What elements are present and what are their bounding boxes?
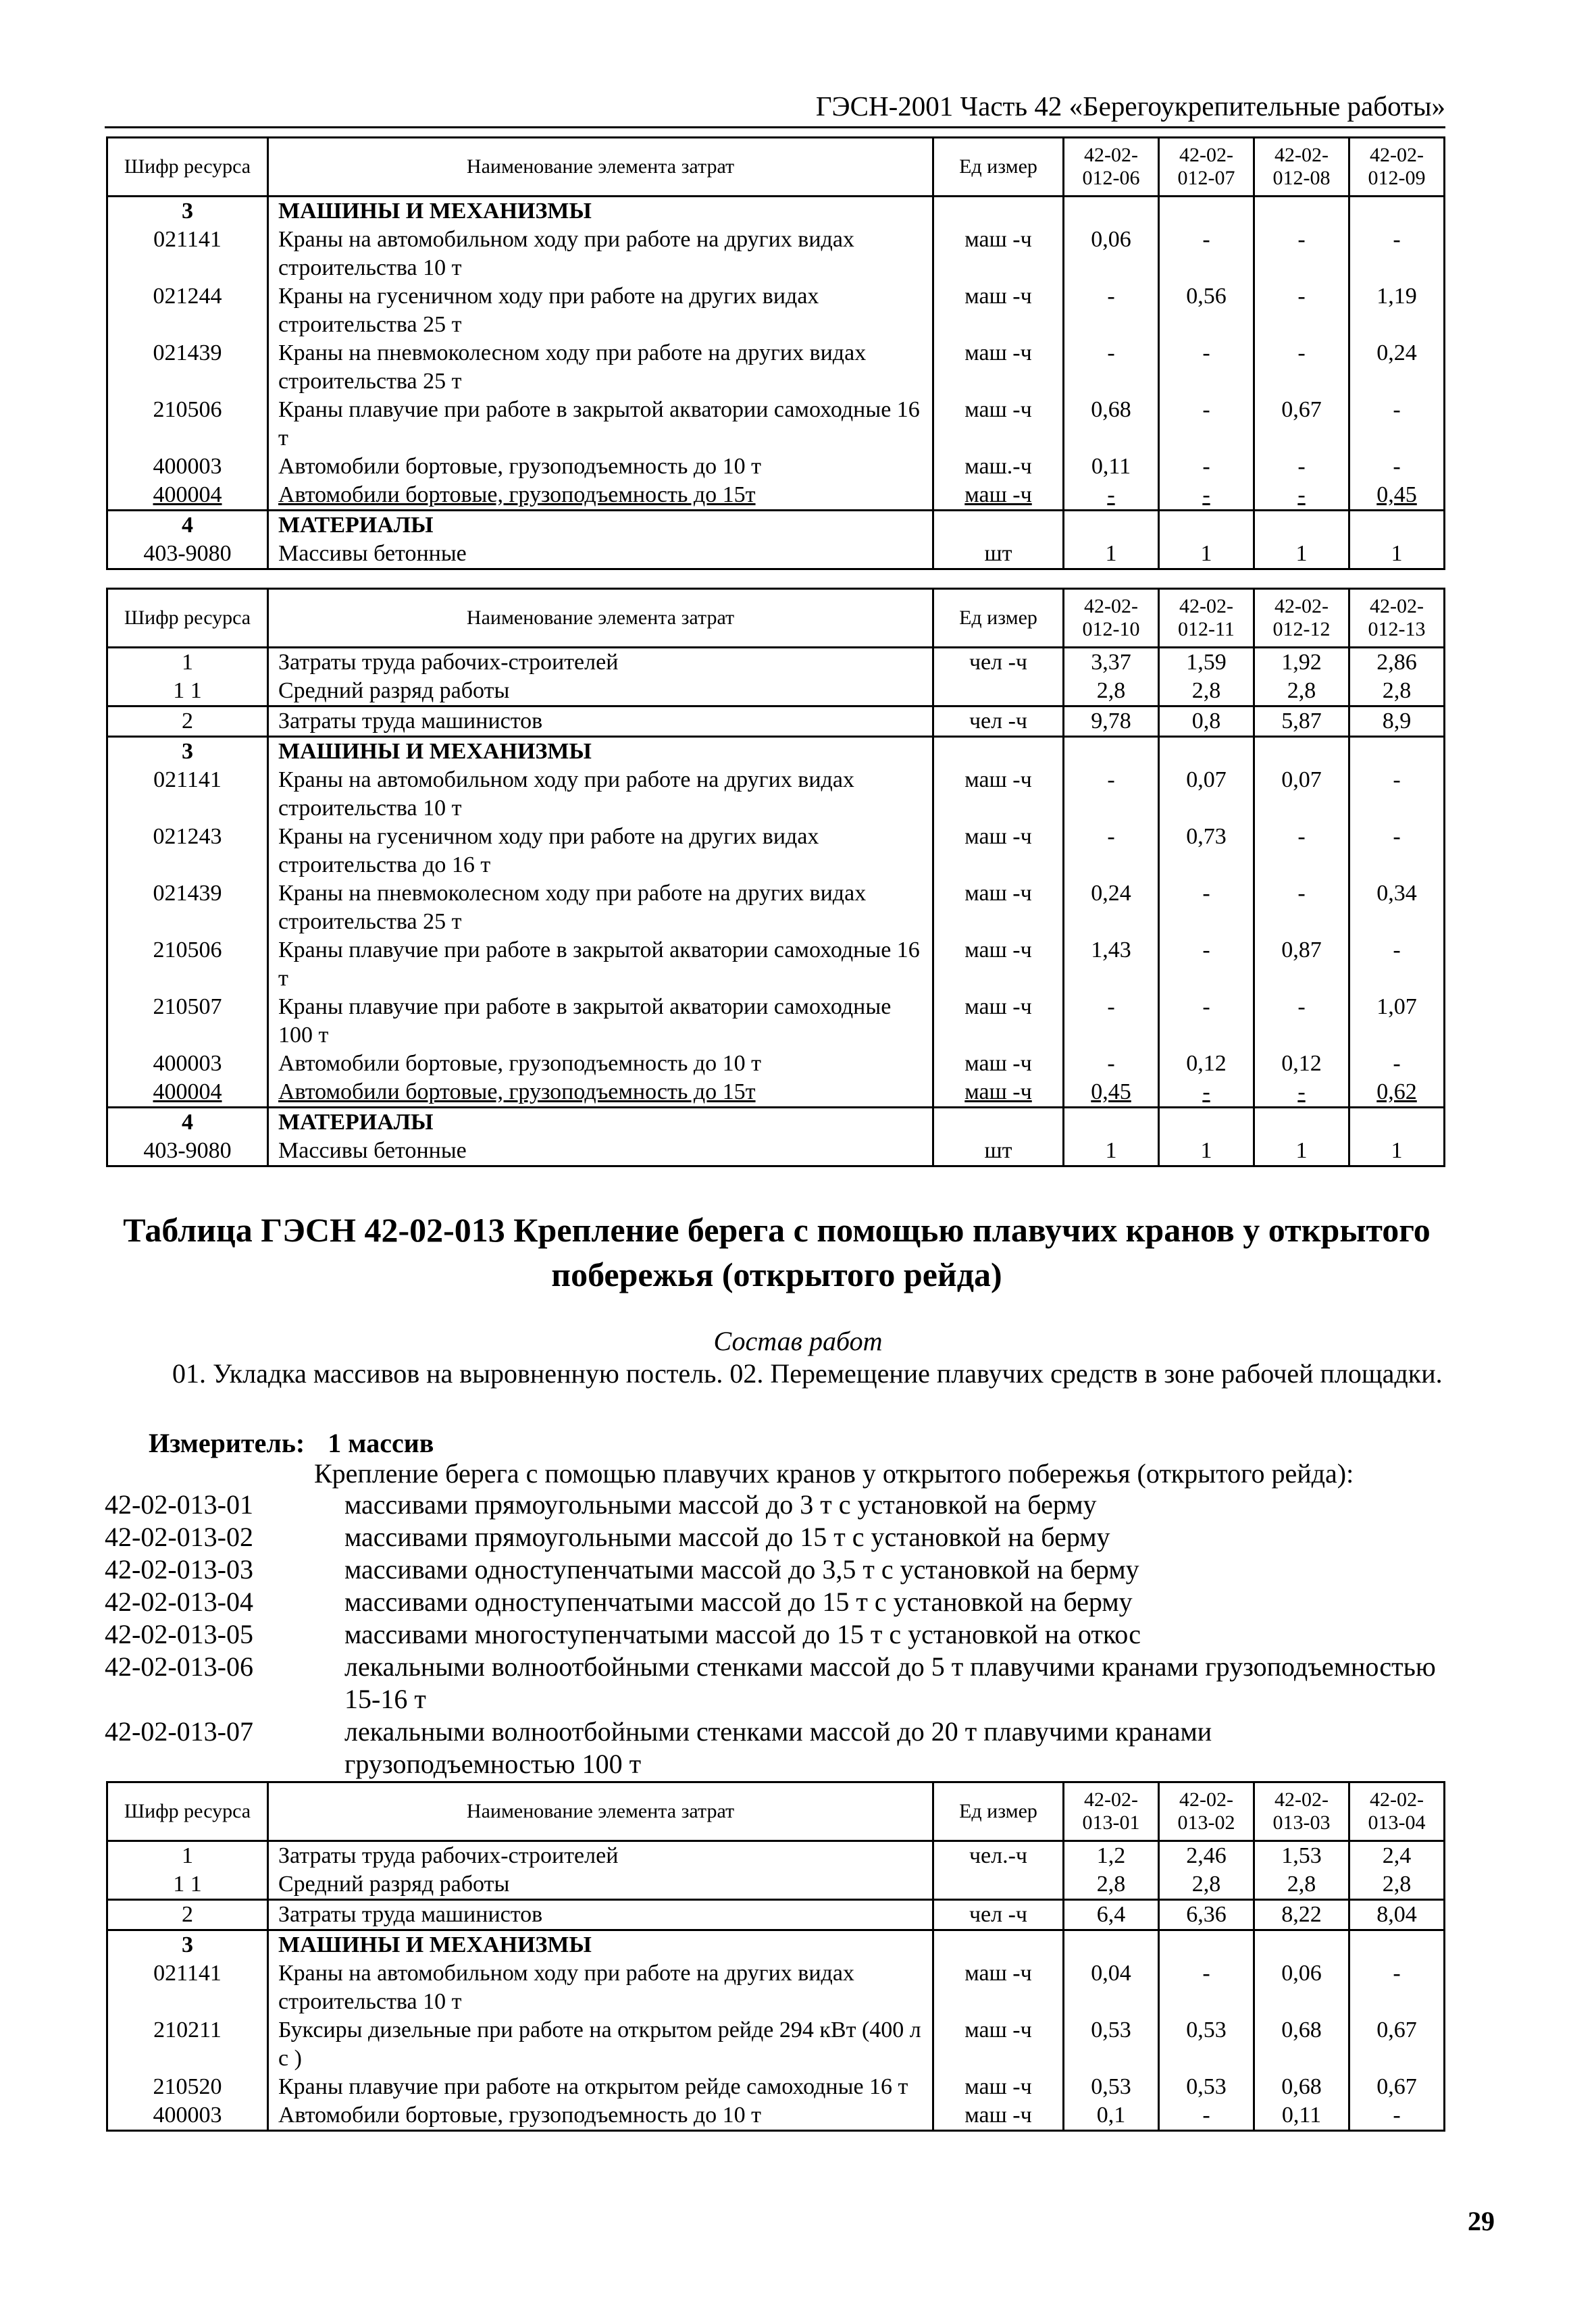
resource-name-cell: Массивы бетонные [268,1137,933,1166]
value-cell: 0,68 [1254,2016,1349,2073]
resource-code-cell: 403-9080 [107,1137,268,1166]
resource-code-cell: 210506 [107,396,268,453]
value-cell: - [1159,993,1254,1050]
table-row [107,823,1445,879]
col-header-unit: Ед измер [933,589,1064,648]
norm-item-code: 42-02-013-05 [105,1619,253,1649]
value-cell: 5,87 [1254,706,1349,737]
resource-name-cell: Краны плавучие при работе в закрытой акватории самоходные 16 т [268,936,933,993]
value-cell: 0,1 [1064,2101,1159,2131]
value-cell: 2,8 [1254,1870,1349,1900]
unit-cell: маш -ч [933,282,1064,339]
value-cell: - [1159,339,1254,396]
col-header-norm: 42-02-013-04 [1349,1782,1445,1841]
resource-name-cell: Буксиры дизельные при работе на открытом рейде 294 кВт (400 л с ) [268,2016,933,2073]
unit-cell: маш.-ч [933,453,1064,481]
value-cell: - [1159,226,1254,282]
value-cell: 0,12 [1159,1050,1254,1078]
value-cell [1159,1930,1254,1960]
value-cell: - [1254,823,1349,879]
value-cell: - [1159,481,1254,511]
table-title: Таблица ГЭСН 42-02-013 Крепление берега с помощью плавучих кранов у открытого побережья (открытого рейда) [123,1211,1431,1293]
value-cell: - [1159,396,1254,453]
value-cell: 2,8 [1064,677,1159,706]
norm-item-text: массивами прямоугольными массой до 3 т с установкой на берму [344,1489,1097,1520]
table-row [107,993,1445,1050]
norm-item-text: массивами многоступенчатыми массой до 15 т с установкой на откос [344,1619,1141,1649]
value-cell: 1,53 [1254,1841,1349,1871]
resource-code-cell: 1 [107,648,268,677]
unit-cell: маш -ч [933,226,1064,282]
col-header-norm: 42-02-012-06 [1064,138,1159,197]
value-cell [1349,511,1445,540]
resource-name-cell: Средний разряд работы [268,677,933,706]
unit-cell: чел.-ч [933,1841,1064,1871]
value-cell: 2,86 [1349,648,1445,677]
unit-cell: чел -ч [933,648,1064,677]
unit-cell [933,737,1064,767]
unit-cell: маш -ч [933,396,1064,453]
table-row [107,339,1445,396]
unit-cell: маш -ч [933,1078,1064,1108]
unit-cell: чел -ч [933,706,1064,737]
resource-name-cell: Краны на гусеничном ходу при работе на других видах строительства до 16 т [268,823,933,879]
value-cell: 0,06 [1064,226,1159,282]
value-cell: - [1159,1078,1254,1108]
value-cell: 0,06 [1254,1959,1349,2016]
table-row [107,540,1445,569]
table-row [107,282,1445,339]
value-cell: 1 [1349,1137,1445,1166]
col-header-norm: 42-02-013-01 [1064,1782,1159,1841]
resource-name-cell: Краны на пневмоколесном ходу при работе на других видах строительства 25 т [268,879,933,936]
col-header-norm: 42-02-012-08 [1254,138,1349,197]
table-row [107,766,1445,823]
measure-line [149,1427,434,1459]
value-cell: 1,59 [1159,648,1254,677]
page-header [105,84,1445,128]
unit-cell [933,1108,1064,1137]
norm-item-text: массивами одноступенчатыми массой до 15 т с установкой на берму [344,1587,1133,1617]
value-cell: 6,36 [1159,1900,1254,1930]
value-cell [1159,1108,1254,1137]
resource-code-cell: 021439 [107,879,268,936]
table-row [107,453,1445,481]
header-text: ГЭСН-2001 Часть 42 «Берегоукрепительные работы» [815,91,1445,122]
value-cell: 2,8 [1159,1870,1254,1900]
resource-name-cell: МАТЕРИАЛЫ [268,511,933,540]
resource-name-cell: Автомобили бортовые, грузоподъемность до 10 т [268,1050,933,1078]
value-cell: 0,53 [1064,2073,1159,2101]
norm-item-code: 42-02-013-01 [105,1489,253,1520]
value-cell: - [1349,226,1445,282]
value-cell: - [1349,823,1445,879]
col-header-name: Наименование элемента затрат [268,589,933,648]
value-cell: 0,34 [1349,879,1445,936]
resource-name-cell: Массивы бетонные [268,540,933,569]
value-cell: - [1254,226,1349,282]
value-cell: - [1254,879,1349,936]
resource-code-cell: 400003 [107,1050,268,1078]
value-cell: 2,8 [1159,677,1254,706]
value-cell [1349,737,1445,767]
value-cell [1254,511,1349,540]
value-cell [1159,197,1254,226]
col-header-norm: 42-02-013-03 [1254,1782,1349,1841]
value-cell: - [1064,766,1159,823]
value-cell [1254,197,1349,226]
unit-cell [933,1870,1064,1900]
table-row [107,1137,1445,1166]
resource-code-cell: 021243 [107,823,268,879]
value-cell: - [1159,2101,1254,2131]
work-composition-text: 01. Укладка массивов на выровненную постель. 02. Перемещение плавучих средств в зоне рабочей площадки. [172,1358,1443,1389]
value-cell: 1,92 [1254,648,1349,677]
norm-item-text: массивами одноступенчатыми массой до 3,5 т с установкой на берму [344,1554,1139,1585]
unit-cell: маш -ч [933,339,1064,396]
value-cell: 1,43 [1064,936,1159,993]
resource-code-cell: 3 [107,1930,268,1960]
value-cell: 0,53 [1064,2016,1159,2073]
value-cell [1064,1108,1159,1137]
value-cell [1064,511,1159,540]
value-cell: - [1064,282,1159,339]
resource-code-cell: 021141 [107,226,268,282]
value-cell [1349,1930,1445,1960]
value-cell [1064,197,1159,226]
unit-cell: маш -ч [933,1959,1064,2016]
value-cell: - [1349,396,1445,453]
value-cell: - [1064,823,1159,879]
page-number: 29 [1468,2206,1495,2236]
resource-name-cell: МАТЕРИАЛЫ [268,1108,933,1137]
value-cell: 0,68 [1064,396,1159,453]
unit-cell [933,511,1064,540]
col-header-norm: 42-02-012-10 [1064,589,1159,648]
value-cell: 0,67 [1349,2073,1445,2101]
value-cell: - [1349,1959,1445,2016]
resource-code-cell: 400003 [107,453,268,481]
resource-code-cell: 210520 [107,2073,268,2101]
value-cell: - [1349,936,1445,993]
value-cell: 0,87 [1254,936,1349,993]
resource-code-cell: 021439 [107,339,268,396]
section-row [107,737,1445,767]
col-header-norm: 42-02-012-07 [1159,138,1254,197]
resource-name-cell: Автомобили бортовые, грузоподъемность до 10 т [268,2101,933,2131]
resource-code-cell: 2 [107,1900,268,1930]
resource-code-cell: 1 [107,1841,268,1871]
table-row [107,1078,1445,1108]
resource-code-cell: 021141 [107,766,268,823]
col-header-norm: 42-02-012-09 [1349,138,1445,197]
value-cell [1064,1930,1159,1960]
resource-code-cell: 021244 [107,282,268,339]
col-header-code: Шифр ресурса [107,589,268,648]
table-row [107,706,1445,737]
value-cell: 2,46 [1159,1841,1254,1871]
resource-name-cell: Затраты труда рабочих-строителей [268,1841,933,1871]
value-cell: 2,4 [1349,1841,1445,1871]
measure-label: Измеритель: [149,1428,305,1458]
col-header-name: Наименование элемента затрат [268,1782,933,1841]
resource-name-cell: Автомобили бортовые, грузоподъемность до 15т [268,481,933,511]
resource-name-cell: Краны на автомобильном ходу при работе на других видах строительства 10 т [268,1959,933,2016]
value-cell [1349,197,1445,226]
unit-cell: чел -ч [933,1900,1064,1930]
value-cell: 0,56 [1159,282,1254,339]
resource-code-cell: 210211 [107,2016,268,2073]
resource-code-cell: 210506 [107,936,268,993]
resource-code-cell: 400004 [107,1078,268,1108]
value-cell: 8,22 [1254,1900,1349,1930]
table-row [107,396,1445,453]
resource-table-013-01-04 [106,1781,1445,2132]
value-cell: 0,53 [1159,2073,1254,2101]
table-row [107,1900,1445,1930]
value-cell: - [1254,993,1349,1050]
value-cell: - [1349,766,1445,823]
resource-code-cell: 400003 [107,2101,268,2131]
value-cell: - [1349,453,1445,481]
table-row [107,1959,1445,2016]
value-cell: 2,8 [1254,677,1349,706]
value-cell: 0,24 [1064,879,1159,936]
col-header-unit: Ед измер [933,1782,1064,1841]
unit-cell [933,1930,1064,1960]
value-cell: - [1254,453,1349,481]
resource-name-cell: Автомобили бортовые, грузоподъемность до 10 т [268,453,933,481]
norm-item-text: массивами прямоугольными массой до 15 т с установкой на берму [344,1522,1110,1552]
col-header-code: Шифр ресурса [107,1782,268,1841]
value-cell: 6,4 [1064,1900,1159,1930]
unit-cell: маш -ч [933,481,1064,511]
col-header-unit: Ед измер [933,138,1064,197]
resource-name-cell: Краны на гусеничном ходу при работе на других видах строительства 25 т [268,282,933,339]
value-cell: 0,67 [1254,396,1349,453]
value-cell: 0,62 [1349,1078,1445,1108]
resource-name-cell: Автомобили бортовые, грузоподъемность до 15т [268,1078,933,1108]
value-cell: 1 [1349,540,1445,569]
table-row [107,2101,1445,2131]
unit-cell: маш -ч [933,993,1064,1050]
section-row [107,1930,1445,1960]
value-cell: 0,53 [1159,2016,1254,2073]
value-cell: 3,37 [1064,648,1159,677]
value-cell: - [1064,1050,1159,1078]
table-row [107,1841,1445,1871]
value-cell: - [1159,453,1254,481]
value-cell: 1 [1159,1137,1254,1166]
unit-cell: маш -ч [933,2101,1064,2131]
col-header-norm: 42-02-012-13 [1349,589,1445,648]
resource-code-cell: 021141 [107,1959,268,2016]
resource-code-cell: 403-9080 [107,540,268,569]
norm-item-code: 42-02-013-02 [105,1522,253,1552]
table-row [107,2073,1445,2101]
unit-cell: шт [933,540,1064,569]
unit-cell: маш -ч [933,2016,1064,2073]
resource-name-cell: Краны плавучие при работе на открытом рейде самоходные 16 т [268,2073,933,2101]
table-row [107,481,1445,511]
value-cell: 1,2 [1064,1841,1159,1871]
value-cell: 1 [1254,540,1349,569]
work-composition-heading: Состав работ [713,1326,883,1356]
value-cell: 0,04 [1064,1959,1159,2016]
resource-code-cell: 400004 [107,481,268,511]
norm-item-code: 42-02-013-06 [105,1651,253,1682]
value-cell: 1 [1159,540,1254,569]
norm-item-text: лекальными волноотбойными стенками массой до 20 т плавучими кранами грузоподъемностью 100 т [344,1716,1212,1779]
norm-item-code: 42-02-013-03 [105,1554,253,1585]
resource-code-cell: 1 1 [107,1870,268,1900]
resource-name-cell: Краны на автомобильном ходу при работе на других видах строительства 10 т [268,226,933,282]
value-cell: 2,8 [1349,1870,1445,1900]
unit-cell: шт [933,1137,1064,1166]
value-cell: - [1349,2101,1445,2131]
resource-code-cell: 4 [107,511,268,540]
value-cell [1064,737,1159,767]
unit-cell: маш -ч [933,1050,1064,1078]
resource-code-cell: 1 1 [107,677,268,706]
table-row [107,648,1445,677]
col-header-norm: 42-02-012-12 [1254,589,1349,648]
value-cell: 1,19 [1349,282,1445,339]
unit-cell [933,677,1064,706]
table-row [107,1050,1445,1078]
value-cell: 0,11 [1064,453,1159,481]
resource-name-cell: Затраты труда машинистов [268,1900,933,1930]
value-cell: 2,8 [1349,677,1445,706]
resource-code-cell: 210507 [107,993,268,1050]
value-cell: 0,68 [1254,2073,1349,2101]
resource-name-cell: МАШИНЫ И МЕХАНИЗМЫ [268,197,933,226]
resource-name-cell: МАШИНЫ И МЕХАНИЗМЫ [268,737,933,767]
value-cell: 2,8 [1064,1870,1159,1900]
col-header-norm: 42-02-012-11 [1159,589,1254,648]
unit-cell: маш -ч [933,879,1064,936]
norm-item-code: 42-02-013-04 [105,1587,253,1617]
resource-table-012-06-09 [106,136,1445,570]
value-cell [1254,1108,1349,1137]
resource-table-012-10-13 [106,588,1445,1167]
unit-cell [933,197,1064,226]
section-row [107,1108,1445,1137]
table-row [107,677,1445,706]
col-header-name: Наименование элемента затрат [268,138,933,197]
unit-cell: маш -ч [933,766,1064,823]
col-header-norm: 42-02-013-02 [1159,1782,1254,1841]
items-intro: Крепление берега с помощью плавучих кранов у открытого побережья (открытого рейда): [314,1458,1354,1489]
value-cell: 0,07 [1159,766,1254,823]
value-cell: 0,45 [1064,1078,1159,1108]
value-cell: - [1254,282,1349,339]
table-row [107,2016,1445,2073]
value-cell: - [1064,993,1159,1050]
resource-name-cell: Затраты труда машинистов [268,706,933,737]
value-cell: - [1159,936,1254,993]
section-row [107,197,1445,226]
section-row [107,511,1445,540]
value-cell: 8,9 [1349,706,1445,737]
value-cell: - [1254,339,1349,396]
unit-cell: маш -ч [933,823,1064,879]
resource-name-cell: Краны плавучие при работе в закрытой акватории самоходные 100 т [268,993,933,1050]
measure-value: 1 массив [328,1428,434,1458]
value-cell [1254,1930,1349,1960]
value-cell [1254,737,1349,767]
value-cell: - [1254,1078,1349,1108]
unit-cell: маш -ч [933,936,1064,993]
value-cell: 0,8 [1159,706,1254,737]
value-cell: - [1349,1050,1445,1078]
value-cell: 0,11 [1254,2101,1349,2131]
value-cell: - [1064,339,1159,396]
resource-code-cell: 3 [107,737,268,767]
value-cell [1159,737,1254,767]
value-cell: - [1159,1959,1254,2016]
value-cell: 1 [1254,1137,1349,1166]
table-row [107,879,1445,936]
value-cell: 1 [1064,1137,1159,1166]
resource-name-cell: Краны плавучие при работе в закрытой акватории самоходные 16 т [268,396,933,453]
col-header-code: Шифр ресурса [107,138,268,197]
value-cell: 9,78 [1064,706,1159,737]
value-cell: 0,73 [1159,823,1254,879]
value-cell: 1 [1064,540,1159,569]
resource-code-cell: 3 [107,197,268,226]
norm-item-text: лекальными волноотбойными стенками массой до 5 т плавучими кранами грузоподъемностью 15-16 т [344,1651,1436,1714]
table-row [107,226,1445,282]
resource-name-cell: Средний разряд работы [268,1870,933,1900]
resource-code-cell: 2 [107,706,268,737]
value-cell: 0,45 [1349,481,1445,511]
value-cell [1349,1108,1445,1137]
unit-cell: маш -ч [933,2073,1064,2101]
resource-name-cell: Краны на автомобильном ходу при работе на других видах строительства 10 т [268,766,933,823]
value-cell [1159,511,1254,540]
value-cell: 0,24 [1349,339,1445,396]
value-cell: 0,12 [1254,1050,1349,1078]
table-row [107,1870,1445,1900]
resource-name-cell: Затраты труда рабочих-строителей [268,648,933,677]
norm-item-code: 42-02-013-07 [105,1716,253,1747]
value-cell: - [1064,481,1159,511]
value-cell: 8,04 [1349,1900,1445,1930]
resource-code-cell: 4 [107,1108,268,1137]
value-cell: 1,07 [1349,993,1445,1050]
value-cell: 0,07 [1254,766,1349,823]
value-cell: - [1159,879,1254,936]
value-cell: - [1254,481,1349,511]
value-cell: 0,67 [1349,2016,1445,2073]
table-row [107,936,1445,993]
resource-name-cell: Краны на пневмоколесном ходу при работе на других видах строительства 25 т [268,339,933,396]
resource-name-cell: МАШИНЫ И МЕХАНИЗМЫ [268,1930,933,1960]
